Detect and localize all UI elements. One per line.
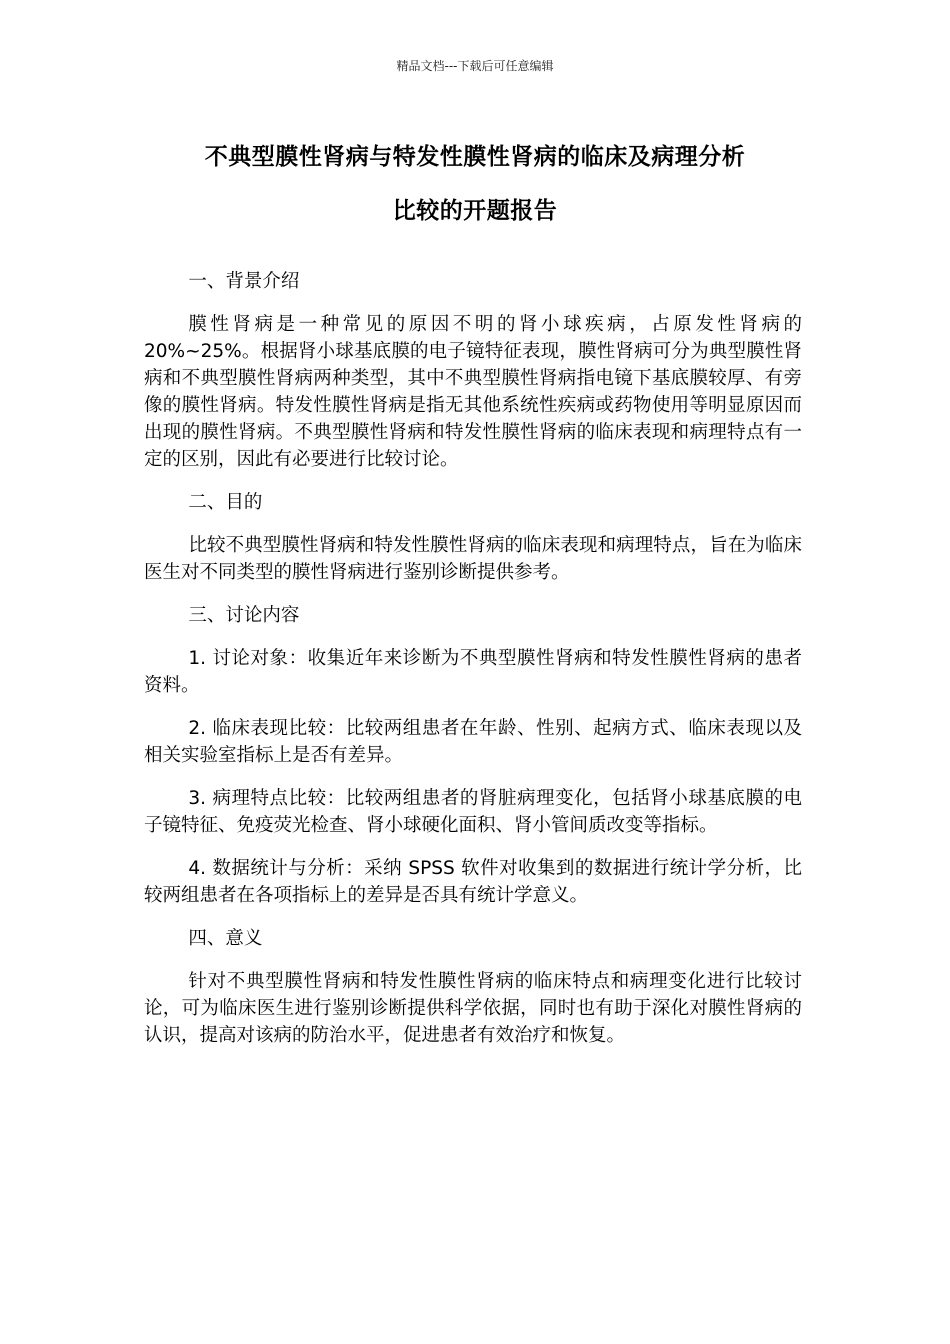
paragraph-discussion-subjects: 1. 讨论对象：收集近年来诊断为不典型膜性肾病和特发性膜性肾病的患者资料。 <box>144 648 802 696</box>
document-body <box>144 268 802 1065</box>
paragraph-background: 膜性肾病是一种常见的原因不明的肾小球疾病，占原发性肾病的20%~25%。根据肾小球基底膜的电子镜特征表现，膜性肾病可分为典型膜性肾病和不典型膜性肾病两种类型，其中不典型膜性肾病指电镜下基底膜较厚、有旁像的膜性肾病。特发性膜性肾病是指无其他系统性疾病或药物使用等明显原因而出现的膜性肾病。不典型膜性肾病和特发性膜性肾病的临床表现和病理特点有一定的区别，因此有必要进行比较讨论。 <box>144 314 802 470</box>
title-line-2: 比较的开题报告 <box>392 198 558 224</box>
paragraph-discussion-statistics: 4. 数据统计与分析：采纳 SPSS 软件对收集到的数据进行统计学分析，比较两组患者在各项指标上的差异是否具有统计学意义。 <box>144 858 802 906</box>
section-heading-discussion: 三、讨论内容 <box>188 605 300 626</box>
section-heading-purpose: 二、目的 <box>188 492 263 513</box>
paragraph-purpose: 比较不典型膜性肾病和特发性膜性肾病的临床表现和病理特点，旨在为临床医生对不同类型的膜性肾病进行鉴别诊断提供参考。 <box>144 535 802 583</box>
paragraph-discussion-clinical: 2. 临床表现比较：比较两组患者在年龄、性别、起病方式、临床表现以及相关实验室指标上是否有差异。 <box>144 718 802 766</box>
document-title <box>140 130 810 238</box>
header-note: 精品文档---下载后可任意编辑 <box>396 59 554 73</box>
section-heading-significance: 四、意义 <box>188 928 263 949</box>
paragraph-discussion-pathology: 3. 病理特点比较：比较两组患者的肾脏病理变化，包括肾小球基底膜的电子镜特征、免疫荧光检查、肾小球硬化面积、肾小管间质改变等指标。 <box>144 788 802 836</box>
section-heading-background: 一、背景介绍 <box>188 271 300 292</box>
paragraph-significance: 针对不典型膜性肾病和特发性膜性肾病的临床特点和病理变化进行比较讨论，可为临床医生进行鉴别诊断提供科学依据，同时也有助于深化对膜性肾病的认识，提高对该病的防治水平，促进患者有效治疗和恢复。 <box>144 971 802 1046</box>
title-line-1: 不典型膜性肾病与特发性膜性肾病的临床及病理分析 <box>204 144 746 170</box>
